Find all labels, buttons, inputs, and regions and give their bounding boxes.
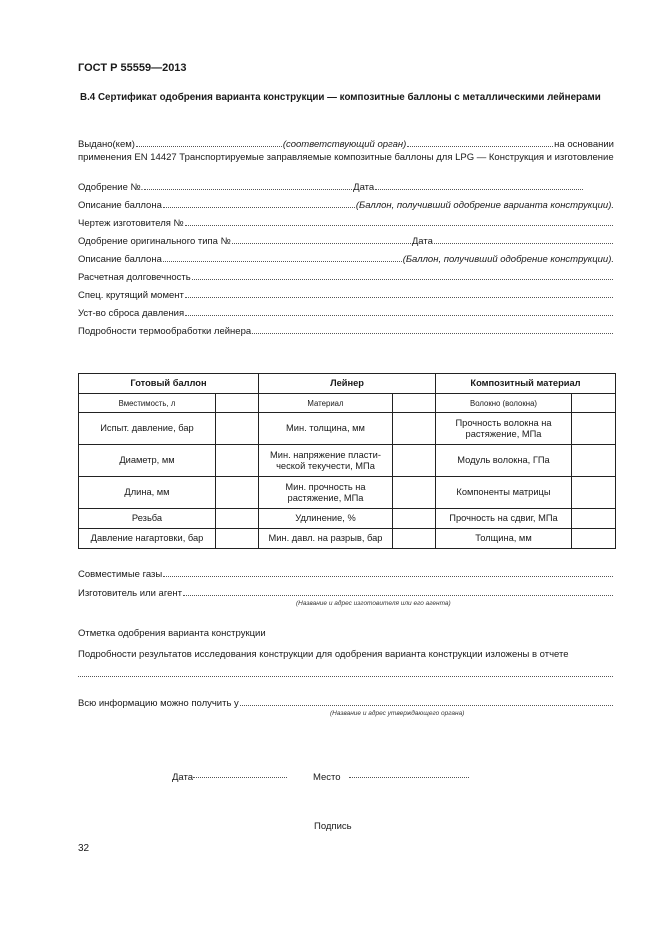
design-life-fill[interactable] (192, 279, 613, 280)
signature-label: Подпись (314, 821, 352, 832)
cell-label: Резьба (79, 509, 216, 529)
cell-value[interactable] (216, 477, 259, 509)
table-row (79, 477, 616, 509)
heat-treatment-label: Подробности термообработки лейнера (78, 326, 252, 337)
cylinder-desc2-line (78, 254, 614, 266)
original-approval-fill[interactable] (232, 243, 411, 244)
heat-treatment-fill[interactable] (252, 333, 613, 334)
cell-label: Мин. давл. на разрыв, бар (259, 529, 393, 549)
issued-label: Выдано(кем) (78, 139, 135, 150)
header-finished-cylinder: Готовый баллон (79, 374, 259, 394)
cell-value[interactable] (216, 413, 259, 445)
cell-label: Мин. толщина, мм (259, 413, 393, 445)
drawing-no-line (78, 218, 614, 230)
issued-fill[interactable] (136, 146, 282, 147)
cell-label: Мин. напряжение пласти-ческой текучести, МПа (259, 445, 393, 477)
cell-label: Компоненты матрицы (436, 477, 572, 509)
approval-date-fill[interactable] (375, 189, 583, 190)
cell-value[interactable] (216, 529, 259, 549)
cell-value[interactable] (216, 445, 259, 477)
approval-no-line (78, 182, 584, 194)
all-info-label: Всю информацию можно получить у (78, 698, 239, 709)
cell-value[interactable] (393, 509, 436, 529)
manufacturer-label: Изготовитель или агент (78, 588, 182, 599)
all-info-line (78, 698, 614, 710)
table-row (79, 413, 616, 445)
cylinder-desc-line (78, 200, 614, 212)
cell-label: Толщина, мм (436, 529, 572, 549)
cell-label: Прочность на сдвиг, МПа (436, 509, 572, 529)
table-header-row (79, 374, 616, 394)
original-approval-line (78, 236, 614, 248)
torque-label: Спец. крутящий момент (78, 290, 184, 301)
place-label: Место (313, 772, 341, 783)
cell-value[interactable] (572, 445, 616, 477)
relief-device-label: Уст-во сброса давления (78, 308, 185, 319)
drawing-no-fill[interactable] (185, 225, 613, 226)
table-row (79, 509, 616, 529)
original-approval-label: Одобрение оригинального типа № (78, 236, 231, 247)
drawing-no-label: Чертеж изготовителя № (78, 218, 184, 229)
heat-treatment-line (78, 326, 614, 338)
cylinder-desc-label: Описание баллона (78, 200, 162, 211)
table-row (79, 529, 616, 549)
issued-continuation: применения EN 14427 Транспортируемые заправляемые композитные баллоны для LPG — Конструкция и изготовление (78, 152, 614, 163)
manufacturer-note: (Название и адрес изготовителя или его агента) (296, 600, 451, 607)
place-field (313, 772, 469, 784)
cylinder-desc2-note: (Баллон, получивший одобрение конструкции). (402, 254, 614, 265)
standard-header: ГОСТ Р 55559—2013 (78, 62, 187, 74)
cell-value[interactable] (393, 413, 436, 445)
cell-value[interactable] (572, 413, 616, 445)
all-info-fill[interactable] (240, 705, 613, 706)
cell-label: Удлинение, % (259, 509, 393, 529)
page-number: 32 (78, 843, 90, 854)
date-field (172, 772, 287, 784)
cell-label: Прочность волокна на растяжение, МПа (436, 413, 572, 445)
header-composite: Композитный материал (436, 374, 616, 394)
cylinder-desc-note: (Баллон, получивший одобрение варианта конструкции). (355, 200, 614, 211)
cell-value[interactable] (572, 529, 616, 549)
cell-value[interactable] (393, 529, 436, 549)
results-text: Подробности результатов исследования конструкции для одобрения варианта конструкции изложены в отчете (78, 649, 569, 660)
cell-capacity-value[interactable] (216, 394, 259, 413)
cell-label: Мин. прочность на растяжение, МПа (259, 477, 393, 509)
cell-fibre-value[interactable] (572, 394, 616, 413)
cell-value[interactable] (393, 445, 436, 477)
cell-value[interactable] (393, 477, 436, 509)
torque-line (78, 290, 614, 302)
cell-capacity-label: Вместимость, л (79, 394, 216, 413)
issued-line (78, 139, 614, 151)
cylinder-desc-fill[interactable] (163, 207, 355, 208)
cell-label: Модуль волокна, ГПа (436, 445, 572, 477)
cylinder-desc2-fill[interactable] (163, 261, 402, 262)
date-label: Дата (172, 772, 194, 783)
cylinder-desc2-label: Описание баллона (78, 254, 162, 265)
issued-note: (соответствующий орган) (282, 139, 407, 150)
original-date-fill[interactable] (434, 243, 613, 244)
spec-table (78, 373, 616, 549)
cell-label: Диаметр, мм (79, 445, 216, 477)
cell-material-value[interactable] (393, 394, 436, 413)
issued-fill-2[interactable] (407, 146, 553, 147)
compatible-gases-label: Совместимые газы (78, 569, 163, 580)
cell-label: Длина, мм (79, 477, 216, 509)
date-fill[interactable] (193, 777, 287, 778)
cell-value[interactable] (216, 509, 259, 529)
table-row (79, 445, 616, 477)
header-liner: Лейнер (259, 374, 436, 394)
section-title: В.4 Сертификат одобрения варианта конструкции — композитные баллоны с металлическими лейнерами (80, 92, 601, 103)
design-life-label: Расчетная долговечность (78, 272, 191, 283)
approval-no-label: Одобрение №. (78, 182, 144, 193)
cell-label: Испыт. давление, бар (79, 413, 216, 445)
cell-fibre-label: Волокно (волокна) (436, 394, 572, 413)
relief-device-line (78, 308, 614, 320)
approval-mark-label: Отметка одобрения варианта конструкции (78, 628, 266, 639)
results-fill[interactable] (78, 676, 613, 677)
approval-date-label: Дата (353, 182, 375, 193)
cell-value[interactable] (572, 509, 616, 529)
issued-tail: на основании (554, 139, 614, 150)
original-date-label: Дата (411, 236, 433, 247)
place-fill[interactable] (349, 777, 469, 778)
manufacturer-fill[interactable] (183, 595, 613, 596)
relief-device-fill[interactable] (185, 315, 613, 316)
table-subheader-row (79, 394, 616, 413)
design-life-line (78, 272, 614, 284)
compatible-gases-line (78, 569, 614, 581)
torque-fill[interactable] (185, 297, 613, 298)
cell-material-label: Материал (259, 394, 393, 413)
approval-no-fill[interactable] (144, 189, 352, 190)
compatible-gases-fill[interactable] (163, 576, 613, 577)
cell-value[interactable] (572, 477, 616, 509)
all-info-note: (Название и адрес утверждающего органа) (330, 710, 465, 717)
cell-label: Давление нагартовки, бар (79, 529, 216, 549)
manufacturer-line (78, 588, 614, 600)
